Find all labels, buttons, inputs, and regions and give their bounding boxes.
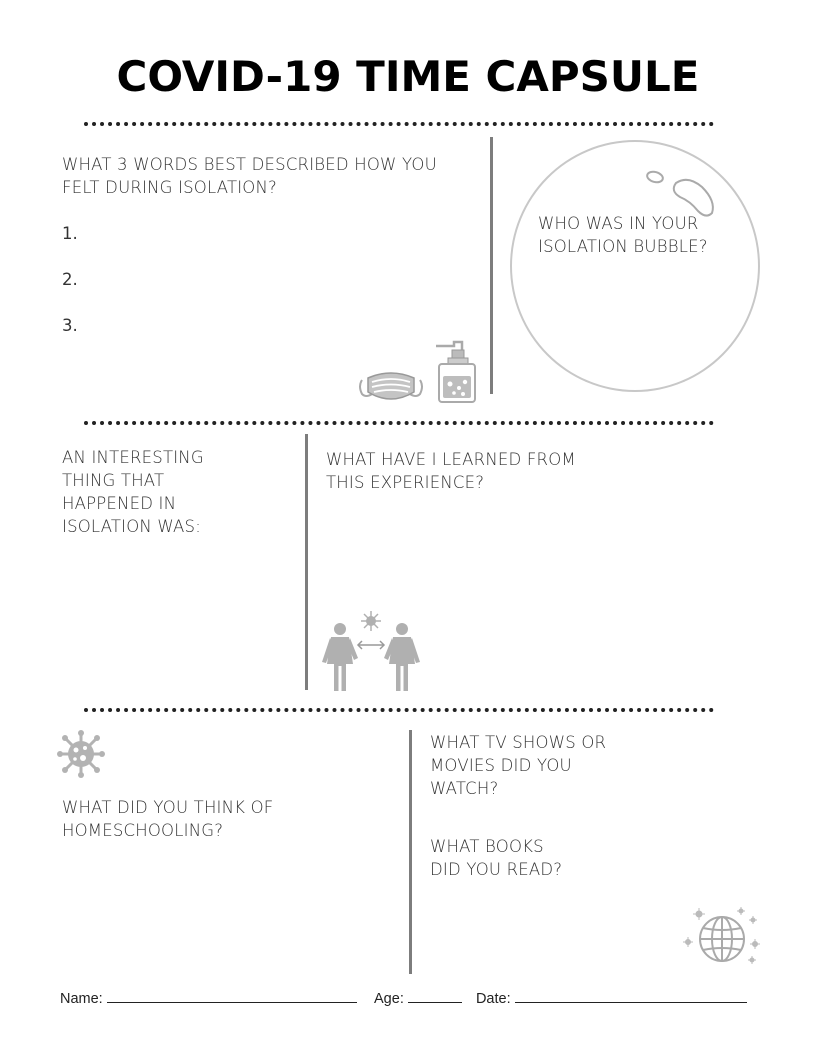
date-label: Date: (475, 991, 511, 1007)
face-mask-icon (356, 368, 426, 404)
page-title: COVID-19 TIME CAPSULE (116, 52, 700, 101)
bubble-question: WHO WAS IN YOUR ISOLATION BUBBLE? (538, 214, 708, 256)
age-field[interactable] (408, 988, 462, 1003)
section2-vertical-divider (305, 434, 308, 690)
age-label: Age: (374, 991, 404, 1007)
divider-lower (84, 708, 714, 712)
feelings-question: WHAT 3 WORDS BEST DESCRIBED HOW YOU FELT DURING ISOLATION? (62, 155, 437, 197)
footer (60, 988, 760, 1008)
books-question: WHAT BOOKS DID YOU READ? (430, 837, 563, 879)
feeling-item-3: 3. (62, 316, 78, 335)
hand-sanitizer-icon (432, 340, 476, 404)
divider-top (84, 122, 714, 126)
name-label: Name: (60, 991, 103, 1007)
divider-middle (84, 421, 714, 425)
virus-icon (57, 730, 105, 778)
feeling-item-2: 2. (62, 270, 78, 289)
section3-vertical-divider (409, 730, 412, 974)
date-field[interactable] (515, 988, 747, 1003)
feeling-item-1: 1. (62, 224, 78, 243)
globe-virus-icon (682, 906, 764, 968)
isolation-bubble (510, 140, 760, 392)
social-distancing-icon (318, 608, 424, 692)
homeschooling-question: WHAT DID YOU THINK OF HOMESCHOOLING? (62, 798, 274, 840)
learned-question: WHAT HAVE I LEARNED FROM THIS EXPERIENCE? (326, 450, 576, 492)
name-field[interactable] (107, 988, 357, 1003)
interesting-thing-question: AN INTERESTING THING THAT HAPPENED IN ISOLATION WAS: (62, 448, 204, 536)
section1-vertical-divider (490, 137, 493, 394)
tv-shows-question: WHAT TV SHOWS OR MOVIES DID YOU WATCH? (430, 733, 607, 798)
